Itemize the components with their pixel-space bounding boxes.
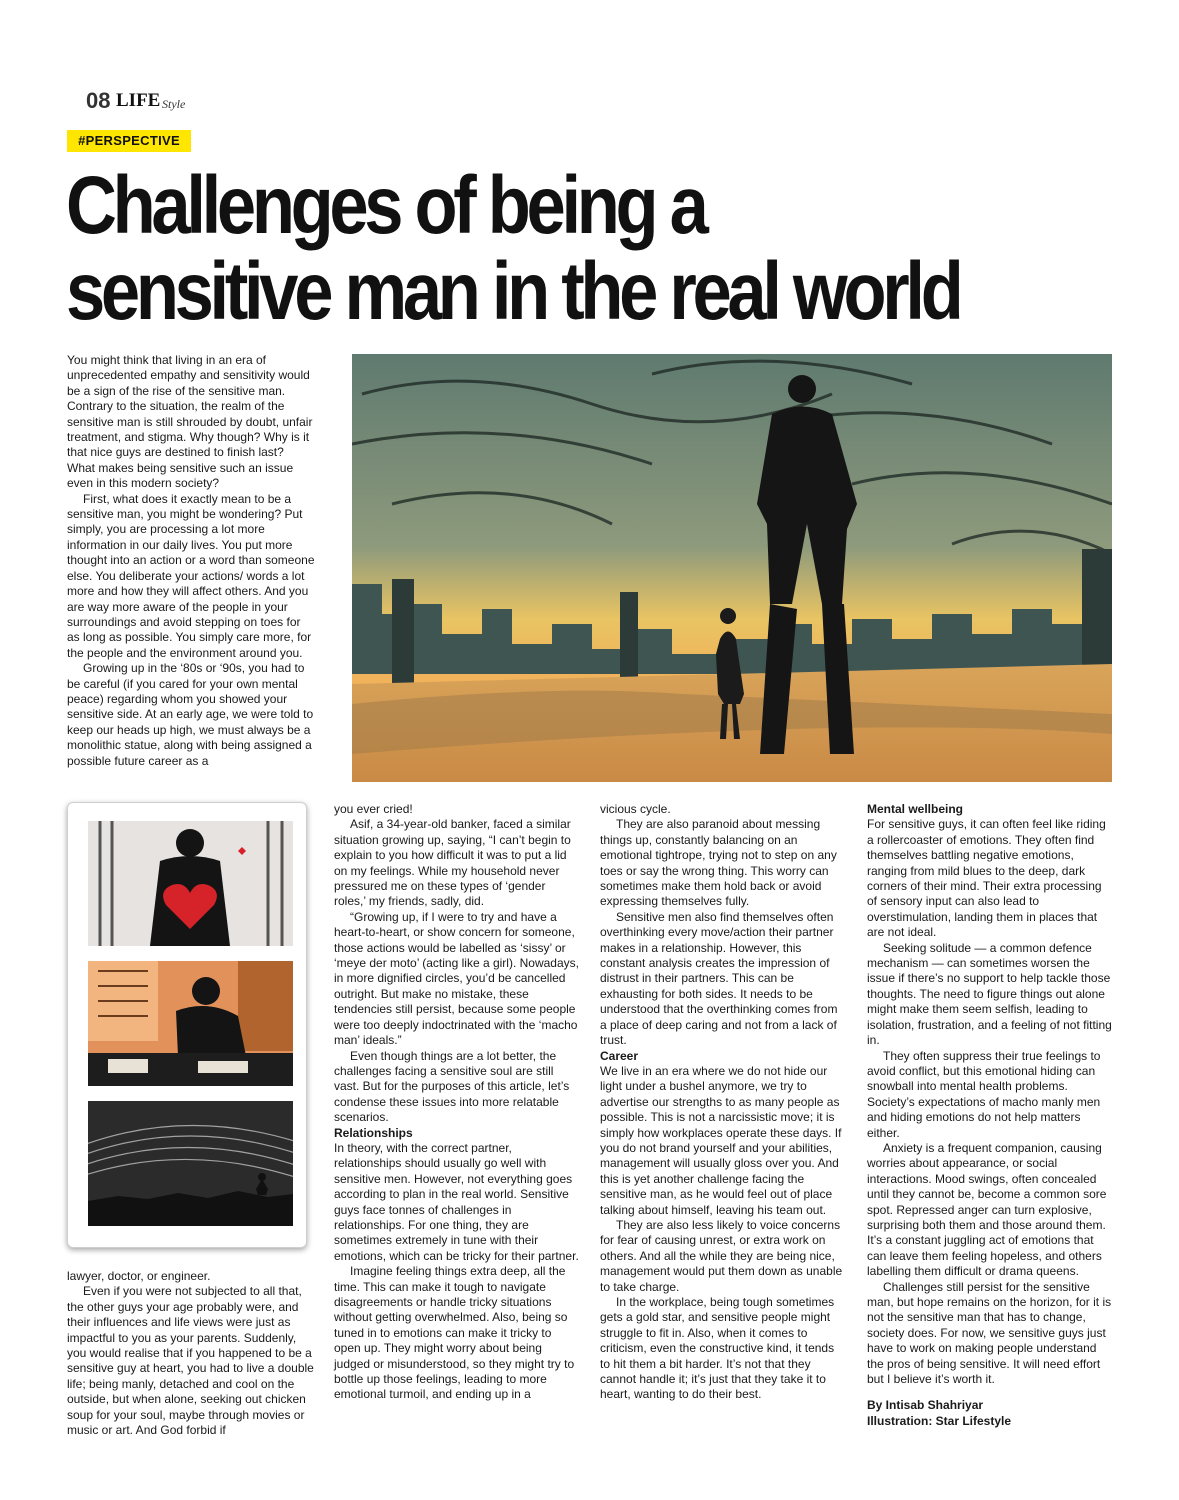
- page-number: 08: [86, 88, 111, 113]
- heart-illustration: [88, 821, 293, 946]
- article-column-4: [867, 802, 1113, 1429]
- hero-illustration: [352, 354, 1112, 782]
- article-column-3: [600, 802, 846, 1403]
- section-tag: #PERSPECTIVE: [67, 130, 191, 152]
- paragraph: They often suppress their true feelings to avoid conflict, but this emotional hiding can snowball into mental health problems. Society’s expectations of macho manly men and hiding emotions do not help matters either.: [867, 1048, 1101, 1140]
- paragraph: You might think that living in an era of unprecedented empathy and sensitivity would be a sign of the rise of the sensitive man. Contrary to the situation, the realm of the sensitive man is still shrouded by doubt, unfair treatment, and stigma. Why though? Why is it that nice guys are destined to finish last? What makes being sensitive such an issue even in this modern society?: [67, 353, 313, 491]
- paragraph: In the workplace, being tough sometimes gets a gold star, and sensitive people might struggle to fit in. Also, when it comes to criticism, even the constructive kind, it tends to hit them a bit harder. It’s not that they cannot handle it; it’s just that they take it to heart, wanting to do their best.: [600, 1295, 835, 1402]
- subheading-relationships: Relationships: [334, 1125, 413, 1140]
- paragraph: vicious cycle.: [600, 802, 671, 816]
- paragraph: They are also less likely to voice concerns for fear of causing unrest, or extra work on others. And all the while they are being nice, management would put them down as unable to take charge.: [600, 1217, 843, 1294]
- paragraph: For sensitive guys, it can often feel like riding a rollercoaster of emotions. They often find themselves battling negative emotions, ranging from mild blues to the deep, dark corners of their mind. Their extra processing of sensory input can also lead to overstimulation, landing them in places that are not ideal.: [867, 817, 1106, 940]
- illustration-panel: [67, 802, 307, 1248]
- subheading-mental-wellbeing: Mental wellbeing: [867, 802, 964, 816]
- subheading-career: Career: [600, 1048, 639, 1063]
- paragraph: you ever cried!: [334, 802, 413, 816]
- paragraph: Sensitive men also find themselves often overthinking every move/action their partner makes in a relationship. However, this constant analysis creates the impression of distrust in their partners. This can be exhausting for both sides. It needs to be understood that the overthinking comes from a place of deep caring and not from a lack of trust.: [600, 909, 838, 1048]
- article-column-1-continued: [67, 1269, 315, 1438]
- paragraph: Even if you were not subjected to all that, the other guys your age probably were, and their influences and life views were just as impactful to you as your parents. Suddenly, you would realise that if you happened to be a sensitive guy at heart, you had to live a double life; being manly, detached and cool on the outside, but when alone, seeking out chicken soup for your soul, maybe through movies or music or art. And God forbid if: [67, 1284, 314, 1438]
- paragraph: Imagine feeling things extra deep, all the time. This can make it tough to navigate disagreements or handle tricky situations without getting overwhelmed. Also, being so tuned in to emotions can make it tricky to open up. They might worry about being judged or misunderstood, so they might try to bottle up those feelings, leading to more emotional turmoil, and ending up in a: [334, 1264, 575, 1402]
- article-column-1: [67, 353, 315, 769]
- paragraph: Anxiety is a frequent companion, causing worries about appearance, or social interactions. Mood swings, often concealed until they cannot be, become a common sore spot. Repressed anger can turn explosive, surprising both them and those around them. It’s a constant juggling act of emotions that can leave them feeling hopeless, and others labelling them difficult or drama queens.: [867, 1140, 1107, 1279]
- svg-text:LIFE: LIFE: [116, 90, 161, 111]
- paragraph: “Growing up, if I were to try and have a heart-to-heart, or show concern for someone, those actions would be labelled as ‘sissy’ or ‘meye der moto’ (acting like a girl). Nowadays, in more dignified circles, you’d be cancelled outright. But make no mistake, these tendencies still persist, because some people were too deeply indoctrinated with the ‘macho man’ ideals.”: [334, 909, 579, 1048]
- article-column-2: [334, 802, 580, 1403]
- article-headline: Challenges of being a sensitive man in the real world: [66, 160, 960, 337]
- paragraph: lawyer, doctor, or engineer.: [67, 1269, 211, 1283]
- lifestyle-logo: [116, 86, 196, 112]
- svg-text:Style: Style: [162, 97, 186, 111]
- byline-block: [867, 1397, 1113, 1429]
- paragraph: Challenges still persist for the sensitive man, but hope remains on the horizon, for it is not the sensitive man that has to change, society does. For now, we sensitive guys just have to work on making people understand the pros of being sensitive. It will need effort but I believe it’s worth it.: [867, 1279, 1112, 1387]
- paragraph: Seeking solitude — a common defence mechanism — can sometimes worsen the issue if there’s no support to help tackle those thoughts. The need to figure things out alone might make them seem selfish, leading to isolation, frustration, and a feeling of not fitting in.: [867, 940, 1112, 1048]
- author-byline: By Intisab Shahriyar: [867, 1398, 984, 1413]
- paragraph: In theory, with the correct partner, relationships should usually go well with sensitive men. However, not everything goes according to plan in the real world. Sensitive guys face tonnes of challenges in relationships. For one thing, they are sometimes extremely in tune with their emotions, which can be tricky for their partner.: [334, 1140, 579, 1263]
- paragraph: Asif, a 34-year-old banker, faced a similar situation growing up, saying, “I can’t begin to explain to you how difficult it was to put a lid on my feelings. While my household never pressured me on these types of ‘gender roles,’ my friends, sadly, did.: [334, 817, 571, 909]
- paragraph: They are also paranoid about messing things up, constantly balancing on an emotional tightrope, trying not to step on any toes or say the wrong thing. This worry can sometimes make them hold back or avoid expressing themselves fully.: [600, 817, 837, 909]
- paragraph: Even though things are a lot better, the challenges facing a sensitive soul are still vast. But for the purposes of this article, let’s condense these issues into more relatable scenarios.: [334, 1048, 570, 1125]
- illustration-credit: Illustration: Star Lifestyle: [867, 1414, 1012, 1429]
- paragraph: First, what does it exactly mean to be a sensitive man, you might be wondering? Put simply, you are processing a lot more information in our daily lives. You put more thought into an action or a word than someone else. You deliberate your actions/ words a lot more and how they will affect others. And you are way more aware of the people in your surroundings and avoid stepping on toes for as long as possible. You simply care more, for the people and the environment around you.: [67, 491, 315, 660]
- paragraph: We live in an era where we do not hide our light under a bushel anymore, we try to advertise our strengths to as many people as possible. This is not a narcissistic move; it is simply how workplaces operate these days. If you do not brand yourself and your abilities, management will usually gloss over you. And this is yet another challenge facing the sensitive man, as he would feel out of place talking about himself, leaving his team out.: [600, 1063, 842, 1217]
- night-sky-illustration: [88, 1101, 293, 1226]
- desk-worker-illustration: [88, 961, 293, 1086]
- paragraph: Growing up in the ‘80s or ‘90s, you had to be careful (if you cared for your own mental peace) regarding whom you showed your sensitive side. At an early age, we were told to keep our heads up high, we must always be a monolithic statue, along with being assigned a possible future career as a: [67, 661, 314, 768]
